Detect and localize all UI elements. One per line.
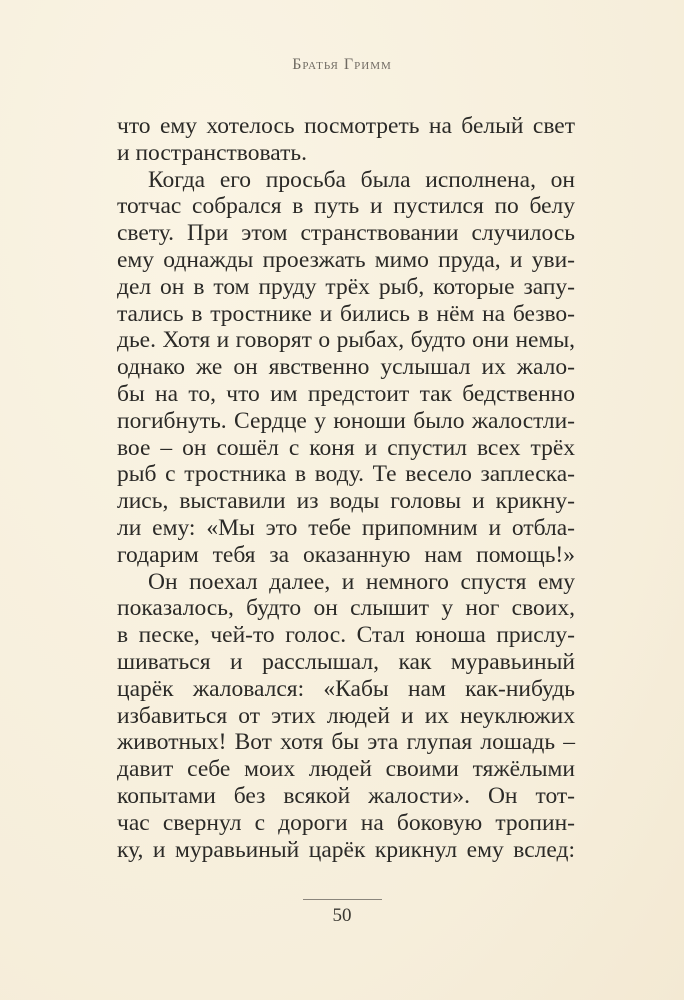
text-line: животных! Вот хотя бы эта глупая лошадь –: [117, 729, 575, 756]
text-line: что ему хотелось посмотреть на белый свет: [117, 113, 575, 139]
text-line: шиваться и расслышал, как муравьиный: [117, 648, 575, 675]
text-line: тотчас собрался в путь и пустился по белу: [117, 193, 575, 220]
text-line: однако же он явственно услышал их жало-: [117, 354, 575, 381]
text-line: ему однажды проезжать мимо пруда, и уви-: [117, 246, 575, 273]
text-line: и постранствовать.: [117, 139, 307, 166]
text-line: Когда его просьба была исполнена, он: [148, 166, 575, 193]
text-line: давит себе моих людей своими тяжёлыми: [117, 756, 575, 783]
text-line: вое – он сошёл с коня и спустил всех трёх: [117, 434, 575, 461]
body-text: [117, 113, 575, 863]
page-number: 50: [332, 905, 352, 926]
footer-divider: [303, 899, 382, 900]
text-line: избавиться от этих людей и их неуклюжих: [117, 702, 575, 729]
text-line: лись, выставили из воды головы и крикну-: [117, 488, 575, 515]
text-line: рыб с тростника в воду. Те весело заплеска-: [117, 461, 575, 488]
text-line: копытами без всякой жалости». Он тот-: [117, 782, 575, 809]
text-line: ли ему: «Мы это тебе припомним и отбла-: [117, 514, 575, 541]
text-line: свету. При этом странствовании случилось: [117, 220, 575, 247]
text-line: Он поехал далее, и немного спустя ему: [148, 568, 575, 595]
text-line: царёк жаловался: «Кабы нам как-нибудь: [117, 675, 575, 702]
text-line: дье. Хотя и говорят о рыбах, будто они немы,: [117, 327, 575, 354]
text-line: в песке, чей-то голос. Стал юноша прислу-: [117, 622, 575, 649]
text-line: показалось, будто он слышит у ног своих,: [117, 595, 575, 622]
text-line: дел он в том пруду трёх рыб, которые запу-: [117, 273, 575, 300]
text-line: ку, и муравьиный царёк крикнул ему вслед:: [117, 836, 575, 863]
text-line: тались в тростнике и бились в нём на безво-: [117, 300, 575, 327]
text-line: час свернул с дороги на боковую тропин-: [117, 809, 575, 836]
text-line: годарим тебя за оказанную нам помощь!»: [117, 541, 575, 568]
text-line: бы на то, что им предстоит так бедственно: [117, 380, 575, 407]
text-line: погибнуть. Сердце у юноши было жалостли-: [117, 407, 575, 434]
running-header: Братья Гримм: [292, 56, 392, 73]
